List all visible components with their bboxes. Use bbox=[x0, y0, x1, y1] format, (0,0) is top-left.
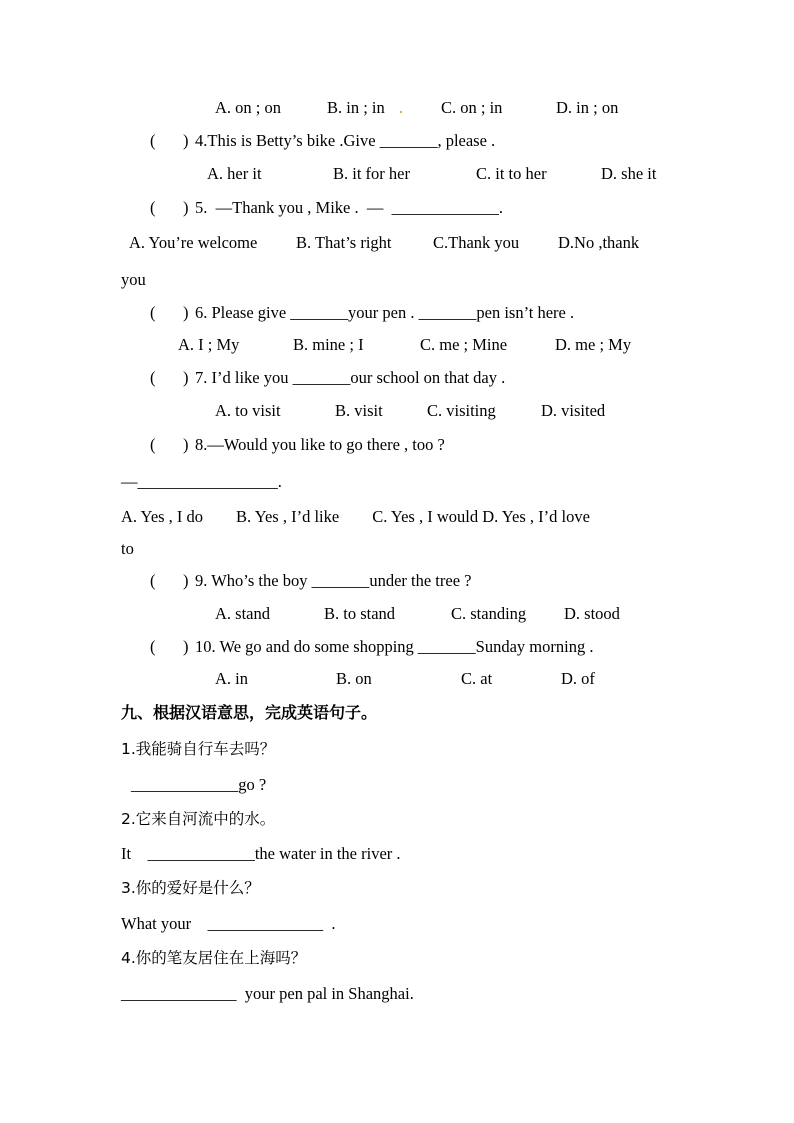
q3-option-b: B. in ; in bbox=[327, 98, 385, 117]
q5-bracket-close: ) bbox=[183, 198, 189, 217]
q8-answer-line: —_________________. bbox=[121, 472, 282, 491]
q7-option-d: D. visited bbox=[541, 401, 606, 420]
q8-options: A. Yes , I do B. Yes , I’d like C. Yes , I would D. Yes , I’d love bbox=[121, 507, 590, 526]
q4-option-a: A. her it bbox=[207, 164, 262, 183]
q7-bracket-close: ) bbox=[183, 368, 189, 387]
q3-option-d: D. in ; on bbox=[556, 98, 619, 117]
q6-option-c: C. me ; Mine bbox=[420, 335, 508, 354]
q10-bracket-open: ( bbox=[150, 637, 156, 656]
q3-option-c: C. on ; in bbox=[441, 98, 503, 117]
q4-option-b: B. it for her bbox=[333, 164, 410, 183]
q8-options-cont: to bbox=[121, 539, 134, 558]
section9-item4-en: ______________ your pen pal in Shanghai. bbox=[121, 984, 414, 1003]
q5-option-a: A. You’re welcome bbox=[129, 233, 258, 252]
q4-stem: 4.This is Betty’s bike .Give _______, please . bbox=[195, 131, 496, 150]
q8-bracket-open: ( bbox=[150, 435, 156, 454]
q10-option-d: D. of bbox=[561, 669, 595, 688]
q4-bracket-close: ) bbox=[183, 131, 189, 150]
q7-bracket-open: ( bbox=[150, 368, 156, 387]
q10-option-c: C. at bbox=[461, 669, 493, 688]
q9-bracket-open: ( bbox=[150, 571, 156, 590]
q8-bracket-close: ) bbox=[183, 435, 189, 454]
q6-option-a: A. I ; My bbox=[178, 335, 240, 354]
section9-item2-cn: 2.它来自河流中的水。 bbox=[121, 810, 276, 828]
q5-option-c: C.Thank you bbox=[433, 233, 520, 252]
q5-bracket-open: ( bbox=[150, 198, 156, 217]
q4-bracket-open: ( bbox=[150, 131, 156, 150]
q7-option-c: C. visiting bbox=[427, 401, 496, 420]
q4-option-c: C. it to her bbox=[476, 164, 547, 183]
section9-item1-cn: 1.我能骑自行车去吗？ bbox=[121, 740, 276, 758]
section9-item4-cn: 4.你的笔友居住在上海吗？ bbox=[121, 949, 307, 967]
section9-item3-en: What your ______________ . bbox=[121, 914, 336, 933]
q5-option-d: D.No ,thank bbox=[558, 233, 640, 252]
section9-item1-en: _____________go ? bbox=[131, 775, 267, 794]
q9-option-d: D. stood bbox=[564, 604, 620, 623]
q9-option-c: C. standing bbox=[451, 604, 527, 623]
q5-stem: 5. —Thank you , Mike . — _____________. bbox=[195, 198, 503, 217]
section9-title: 九、根据汉语意思，完成英语句子。 bbox=[121, 703, 378, 722]
q10-option-a: A. in bbox=[215, 669, 248, 688]
q4-option-d: D. she it bbox=[601, 164, 657, 183]
q7-stem: 7. I’d like you _______our school on that day . bbox=[195, 368, 506, 387]
q5-option-b: B. That’s right bbox=[296, 233, 392, 252]
q9-option-a: A. stand bbox=[215, 604, 270, 623]
q5-option-d-cont: you bbox=[121, 270, 146, 289]
q6-bracket-open: ( bbox=[150, 303, 156, 322]
q10-option-b: B. on bbox=[336, 669, 372, 688]
q6-option-b: B. mine ; I bbox=[293, 335, 364, 354]
q7-option-a: A. to visit bbox=[215, 401, 281, 420]
q7-option-b: B. visit bbox=[335, 401, 383, 420]
q9-stem: 9. Who’s the boy _______under the tree ? bbox=[195, 571, 472, 590]
q9-bracket-close: ) bbox=[183, 571, 189, 590]
q8-stem: 8.—Would you like to go there , too ? bbox=[195, 435, 445, 454]
q9-option-b: B. to stand bbox=[324, 604, 396, 623]
q10-stem: 10. We go and do some shopping _______Sunday morning . bbox=[195, 637, 594, 656]
q6-stem: 6. Please give _______your pen . _______pen isn’t here . bbox=[195, 303, 575, 322]
q3-option-a: A. on ; on bbox=[215, 98, 281, 117]
q6-bracket-close: ) bbox=[183, 303, 189, 322]
q10-bracket-close: ) bbox=[183, 637, 189, 656]
section9-item2-en: It _____________the water in the river . bbox=[121, 844, 401, 863]
q3-option-b-mark: . bbox=[399, 98, 404, 117]
q6-option-d: D. me ; My bbox=[555, 335, 632, 354]
section9-item3-cn: 3.你的爱好是什么？ bbox=[121, 879, 260, 897]
